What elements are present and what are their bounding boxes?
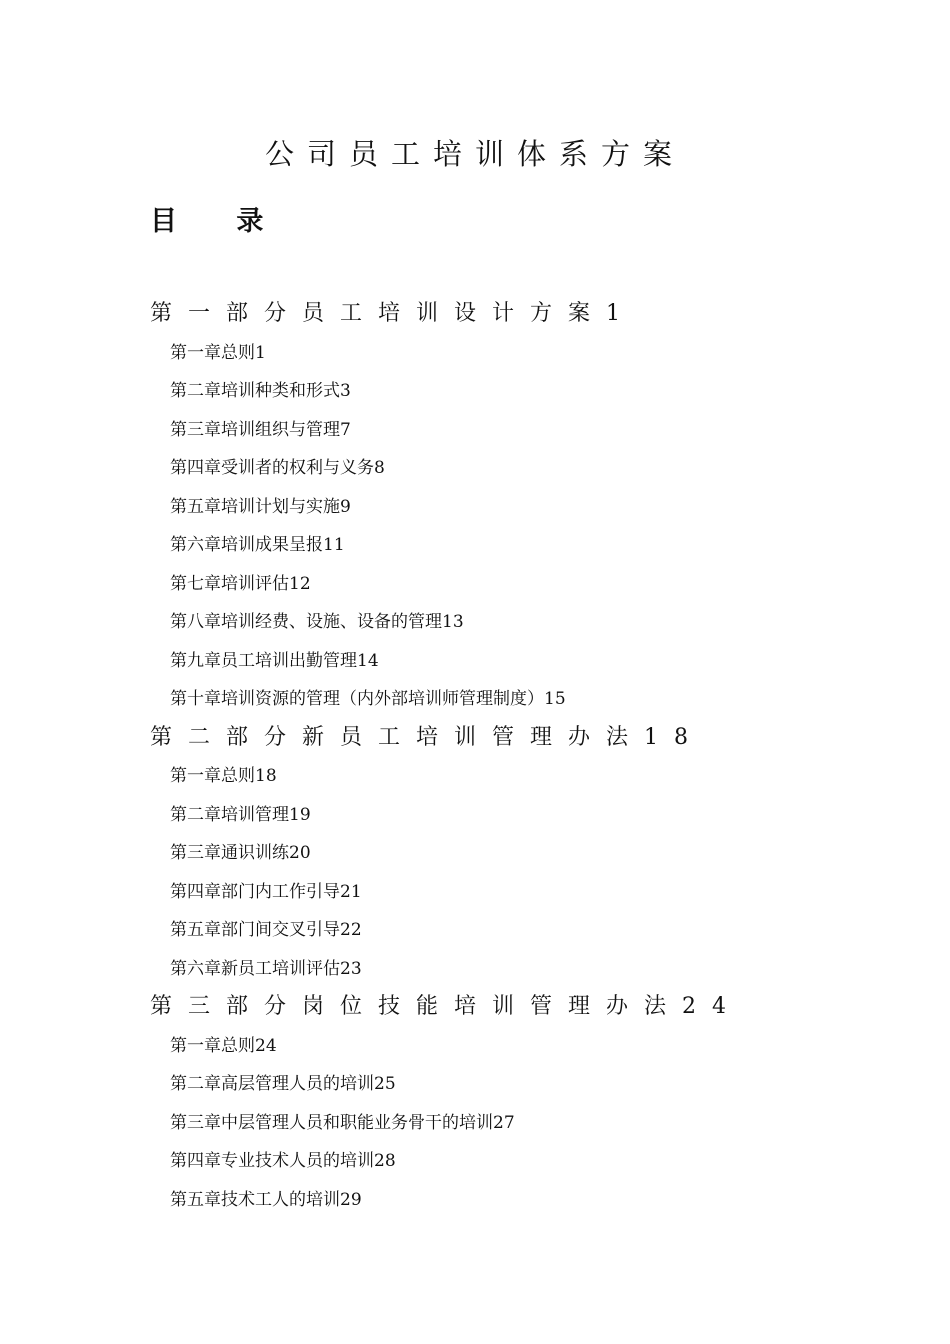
document-title: 公司员工培训体系方案 bbox=[264, 137, 685, 171]
toc-chapter-entry[interactable]: 第二章高层管理人员的培训25 bbox=[170, 1074, 396, 1094]
toc-chapter-entry[interactable]: 第十章培训资源的管理（内外部培训师管理制度）15 bbox=[170, 689, 566, 709]
table-of-contents bbox=[150, 295, 870, 1219]
toc-chapter-entry[interactable]: 第六章培训成果呈报11 bbox=[170, 535, 345, 555]
toc-chapter-entry[interactable]: 第三章培训组织与管理7 bbox=[170, 419, 351, 440]
toc-chapter-entry[interactable]: 第一章总则18 bbox=[170, 766, 277, 786]
toc-chapter-entry[interactable]: 第四章专业技术人员的培训28 bbox=[170, 1151, 396, 1171]
toc-chapter-entry[interactable]: 第二章培训管理19 bbox=[170, 804, 311, 825]
toc-chapter-entry[interactable]: 第三章通识训练20 bbox=[170, 843, 311, 863]
toc-chapter-entry[interactable]: 第一章总则1 bbox=[170, 342, 266, 363]
toc-chapter-entry[interactable]: 第四章受训者的权利与义务8 bbox=[170, 458, 385, 478]
toc-chapter-entry[interactable]: 第四章部门内工作引导21 bbox=[170, 881, 362, 902]
toc-chapter-entry[interactable]: 第五章培训计划与实施9 bbox=[170, 496, 351, 517]
toc-chapter-entry[interactable]: 第六章新员工培训评估23 bbox=[170, 958, 362, 979]
toc-chapter-entry[interactable]: 第八章培训经费、设施、设备的管理13 bbox=[170, 612, 464, 632]
toc-part-entry[interactable]: 第三部分岗位技能培训管理办法24 bbox=[150, 994, 742, 1019]
toc-chapter-entry[interactable]: 第一章总则24 bbox=[170, 1035, 277, 1056]
toc-part-entry[interactable]: 第二部分新员工培训管理办法18 bbox=[150, 724, 704, 750]
toc-chapter-entry[interactable]: 第九章员工培训出勤管理14 bbox=[170, 650, 379, 671]
toc-chapter-entry[interactable]: 第三章中层管理人员和职能业务骨干的培训27 bbox=[170, 1112, 515, 1133]
toc-chapter-entry[interactable]: 第七章培训评估12 bbox=[170, 573, 311, 594]
toc-chapter-entry[interactable]: 第二章培训种类和形式3 bbox=[170, 381, 351, 401]
toc-chapter-entry[interactable]: 第五章技术工人的培训29 bbox=[170, 1189, 362, 1210]
toc-chapter-entry[interactable]: 第五章部门间交叉引导22 bbox=[170, 920, 362, 940]
toc-part-entry[interactable]: 第一部分员工培训设计方案1 bbox=[150, 301, 636, 326]
toc-heading: 目 录 bbox=[150, 206, 264, 237]
